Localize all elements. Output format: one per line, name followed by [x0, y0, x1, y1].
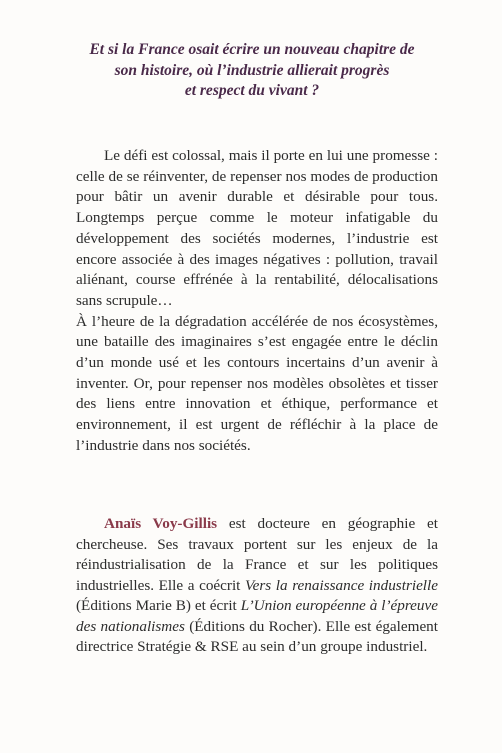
author-name: Anaïs Voy-Gillis [104, 515, 218, 532]
tagline [46, 40, 458, 102]
author-bio-paragraph [76, 514, 438, 658]
bio-text-2: (Éditions Marie B) et écrit [76, 597, 241, 614]
tagline-line-2: son histoire, où l’industrie allierait progrès [114, 61, 390, 79]
book-title-1: Vers la renaissance industrielle [245, 576, 438, 594]
blurb-text [76, 146, 438, 457]
author-bio [76, 514, 438, 658]
book-title-2: L’Union européenne à l’épreuve des nationalismes [76, 597, 439, 635]
bio-text-3: (Éditions du Rocher). Elle est également directrice Stratégie & RSE au sein d’un groupe industriel. [76, 617, 438, 655]
bio-text-1: est docteure en géographie et chercheuse. Ses travaux portent sur les enjeux de la réindustrialisation de la France et sur les politiques industrielles. Elle a coécrit [76, 515, 438, 594]
tagline-line-1: Et si la France osait écrire un nouveau chapitre de [89, 41, 415, 58]
blurb-paragraph-1: Le défi est colossal, mais il porte en lui une promesse : celle de se réinventer, de repenser nos modes de production pour bâtir un avenir durable et désirable pour tous. Longtemps perçue comme le moteur infatigable du développement des sociétés modernes, l’industrie est encore associée à des images négatives : pollution, travail aliénant, course effrénée à la rentabilité, délocalisations sans scrupule… [76, 147, 438, 309]
blurb-paragraph-2: À l’heure de la dégradation accélérée de nos écosystèmes, une bataille des imaginaires s’est engagée entre le déclin d’un monde usé et les contours incertains d’un avenir à inventer. Or, pour repenser nos modèles obsolètes et tisser des liens entre innovation et éthique, performance et environnement, il est urgent de réfléchir à la place de l’industrie dans nos sociétés. [76, 312, 438, 454]
tagline-line-3: et respect du vivant ? [184, 82, 320, 99]
